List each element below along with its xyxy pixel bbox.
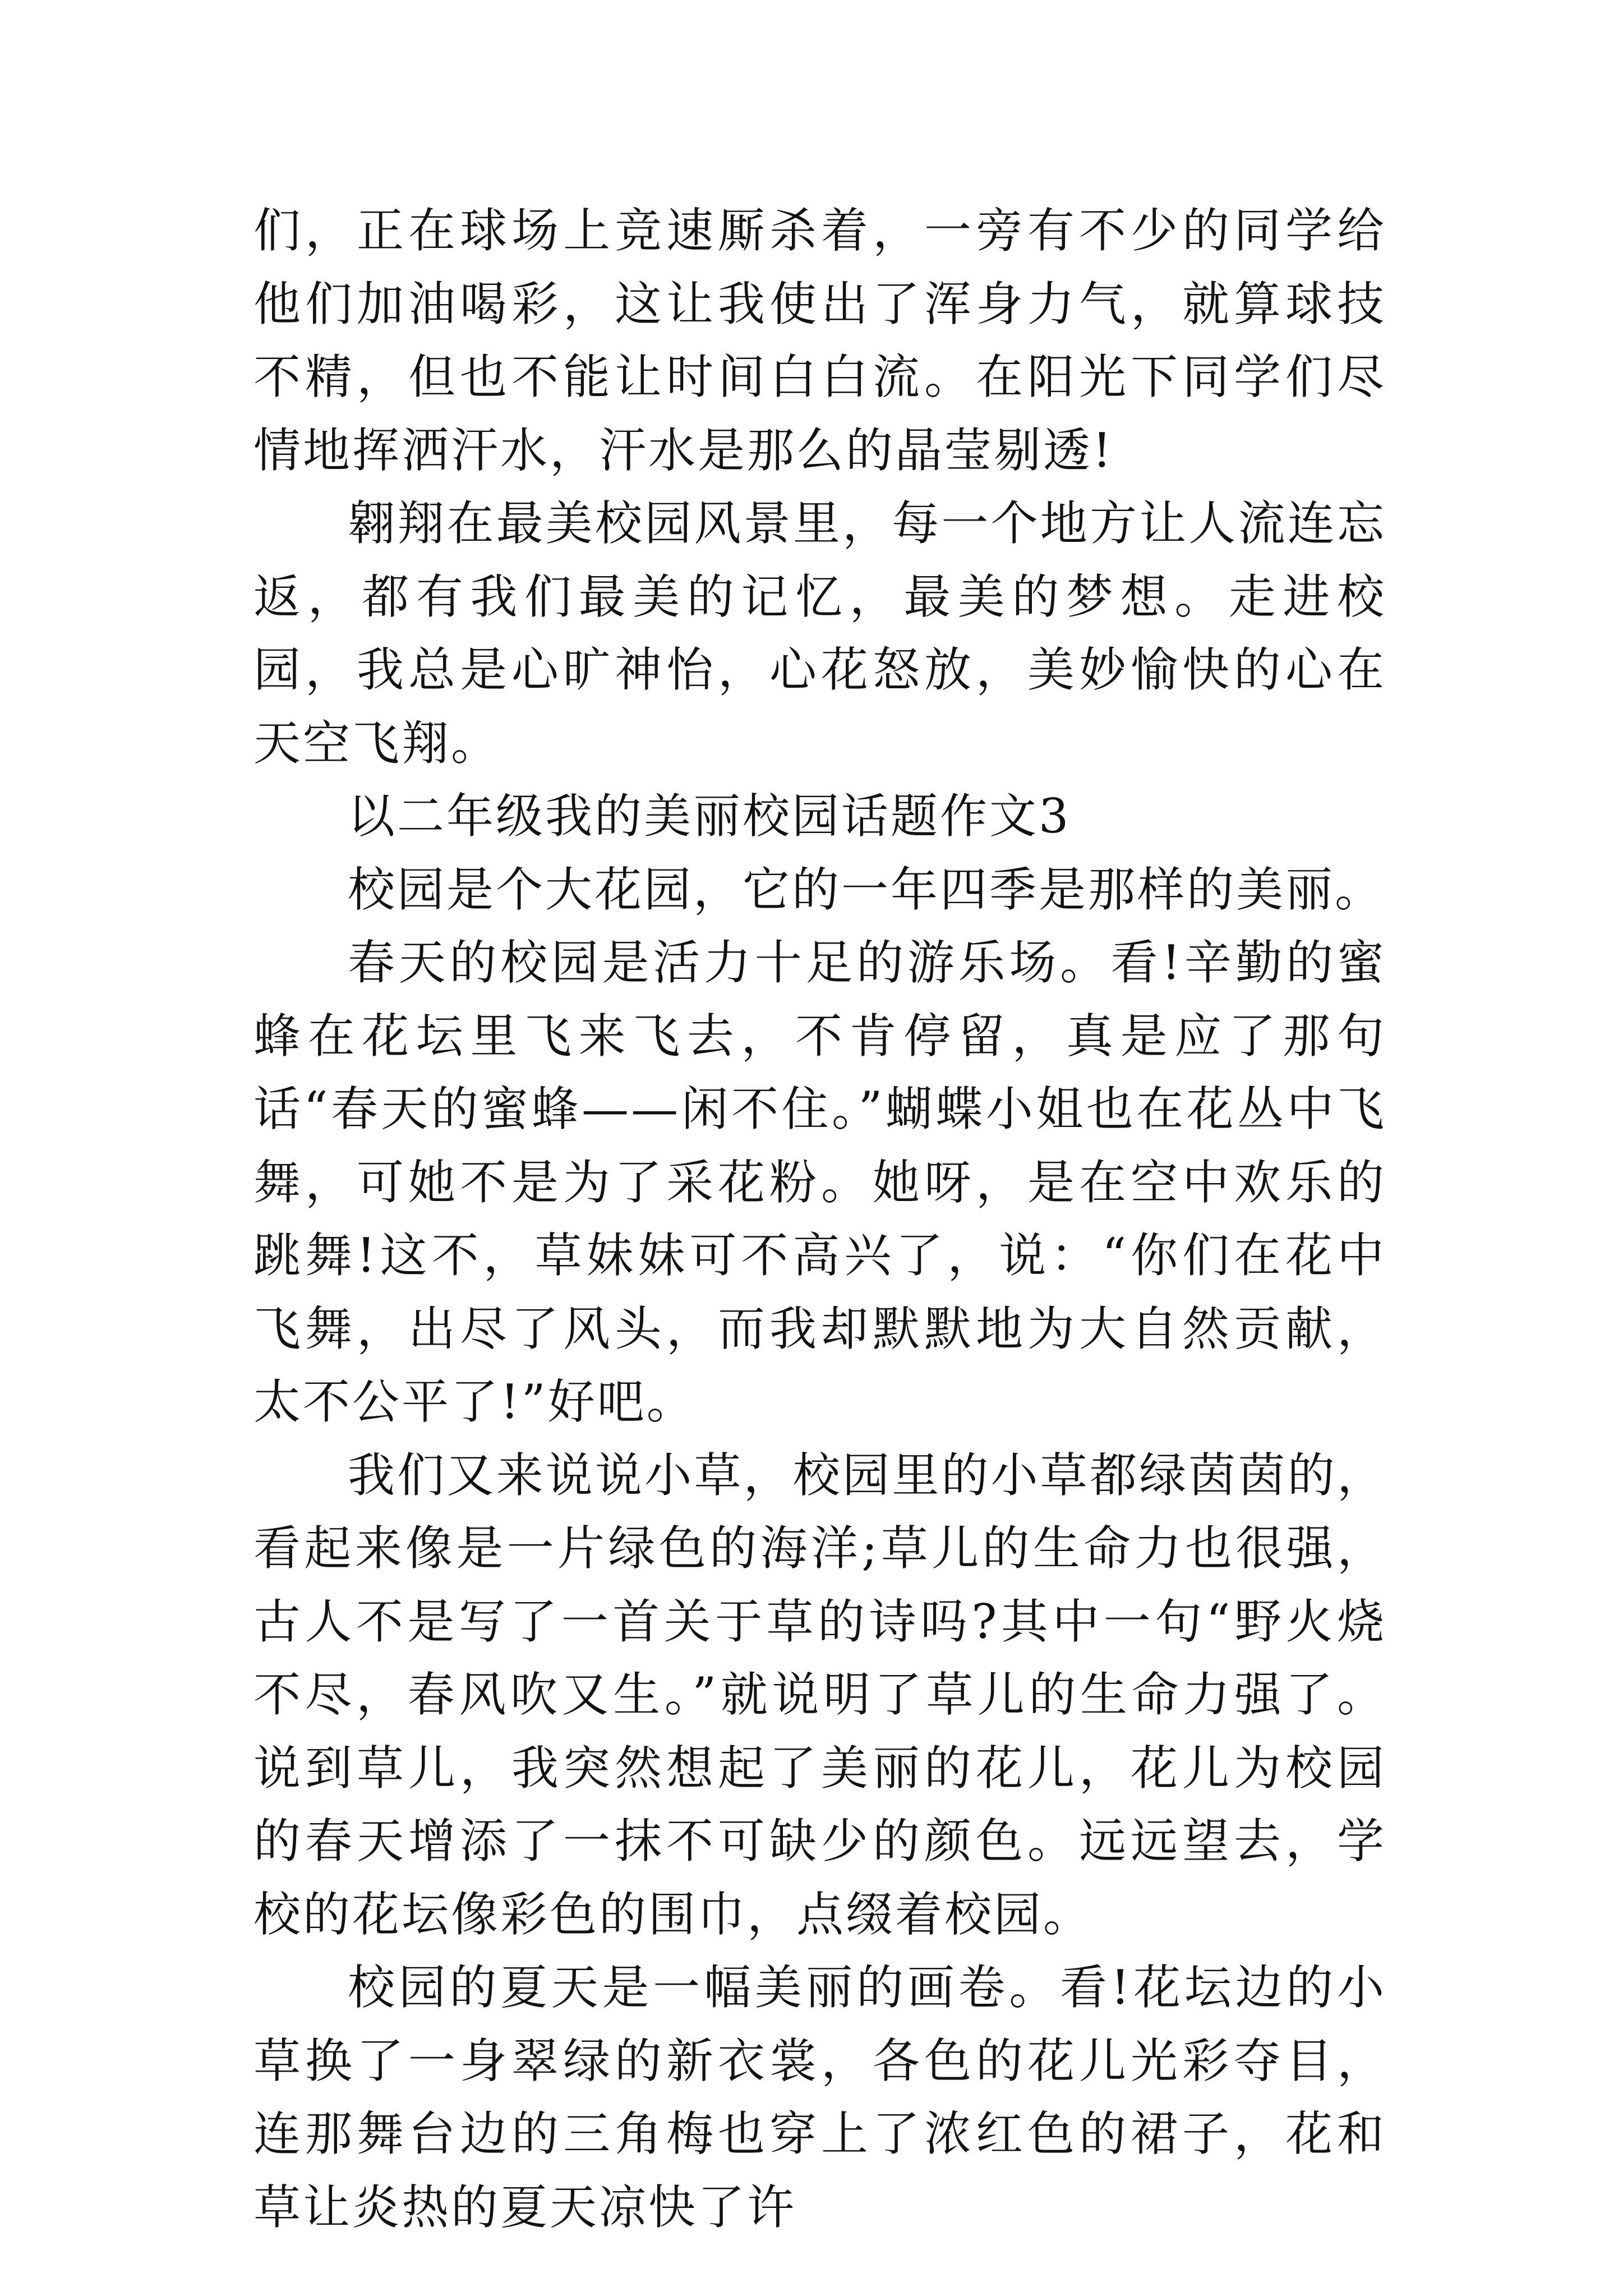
paragraph: 校园是个大花园，它的一年四季是那样的美丽。 xyxy=(348,862,1385,917)
paragraph: 我们又来说说小草，校园里的小草都绿茵茵的，看起来像是一片绿色的海洋;草儿的生命力也很强，古人不是写了一首关于草的诗吗?其中一句“野火烧不尽，春风吹又生。”就说明了草儿的生命力强了。说到草儿，我突然想起了美丽的花儿，花儿为校园的春天增添了一抹不可缺少的颜色。远远望去，学校的花坛像彩色的围巾，点缀着校园。 xyxy=(253,1447,1386,1942)
paragraph-continuation: 们，正在球场上竞速厮杀着，一旁有不少的同学给他们加油喝彩，这让我使出了浑身力气，就算球技不精，但也不能让时间白白流。在阳光下同学们尽情地挥洒汗水，汗水是那么的晶莹剔透! xyxy=(253,203,1386,478)
essay-body xyxy=(253,194,1386,2244)
paragraph: 春天的校园是活力十足的游乐场。看!辛勤的蜜蜂在花坛里飞来飞去，不肯停留，真是应了那句话“春天的蜜蜂——闲不住。”蝴蝶小姐也在花丛中飞舞，可她不是为了采花粉。她呀，是在空中欢乐的跳舞!这不，草妹妹可不高兴了，说：“你们在花中飞舞，出尽了风头，而我却默默地为大自然贡献，太不公平了!”好吧。 xyxy=(253,935,1386,1429)
paragraph: 校园的夏天是一幅美丽的画卷。看!花坛边的小草换了一身翠绿的新衣裳，各色的花儿光彩夺目，连那舞台边的三角梅也穿上了浓红色的裙子，花和草让炎热的夏天凉快了许 xyxy=(253,1960,1386,2235)
paragraph: 翱翔在最美校园风景里，每一个地方让人流连忘返，都有我们最美的记忆，最美的梦想。走进校园，我总是心旷神怡，心花怒放，美妙愉快的心在天空飞翔。 xyxy=(253,496,1386,771)
essay-heading: 以二年级我的美丽校园话题作文3 xyxy=(348,789,1071,844)
